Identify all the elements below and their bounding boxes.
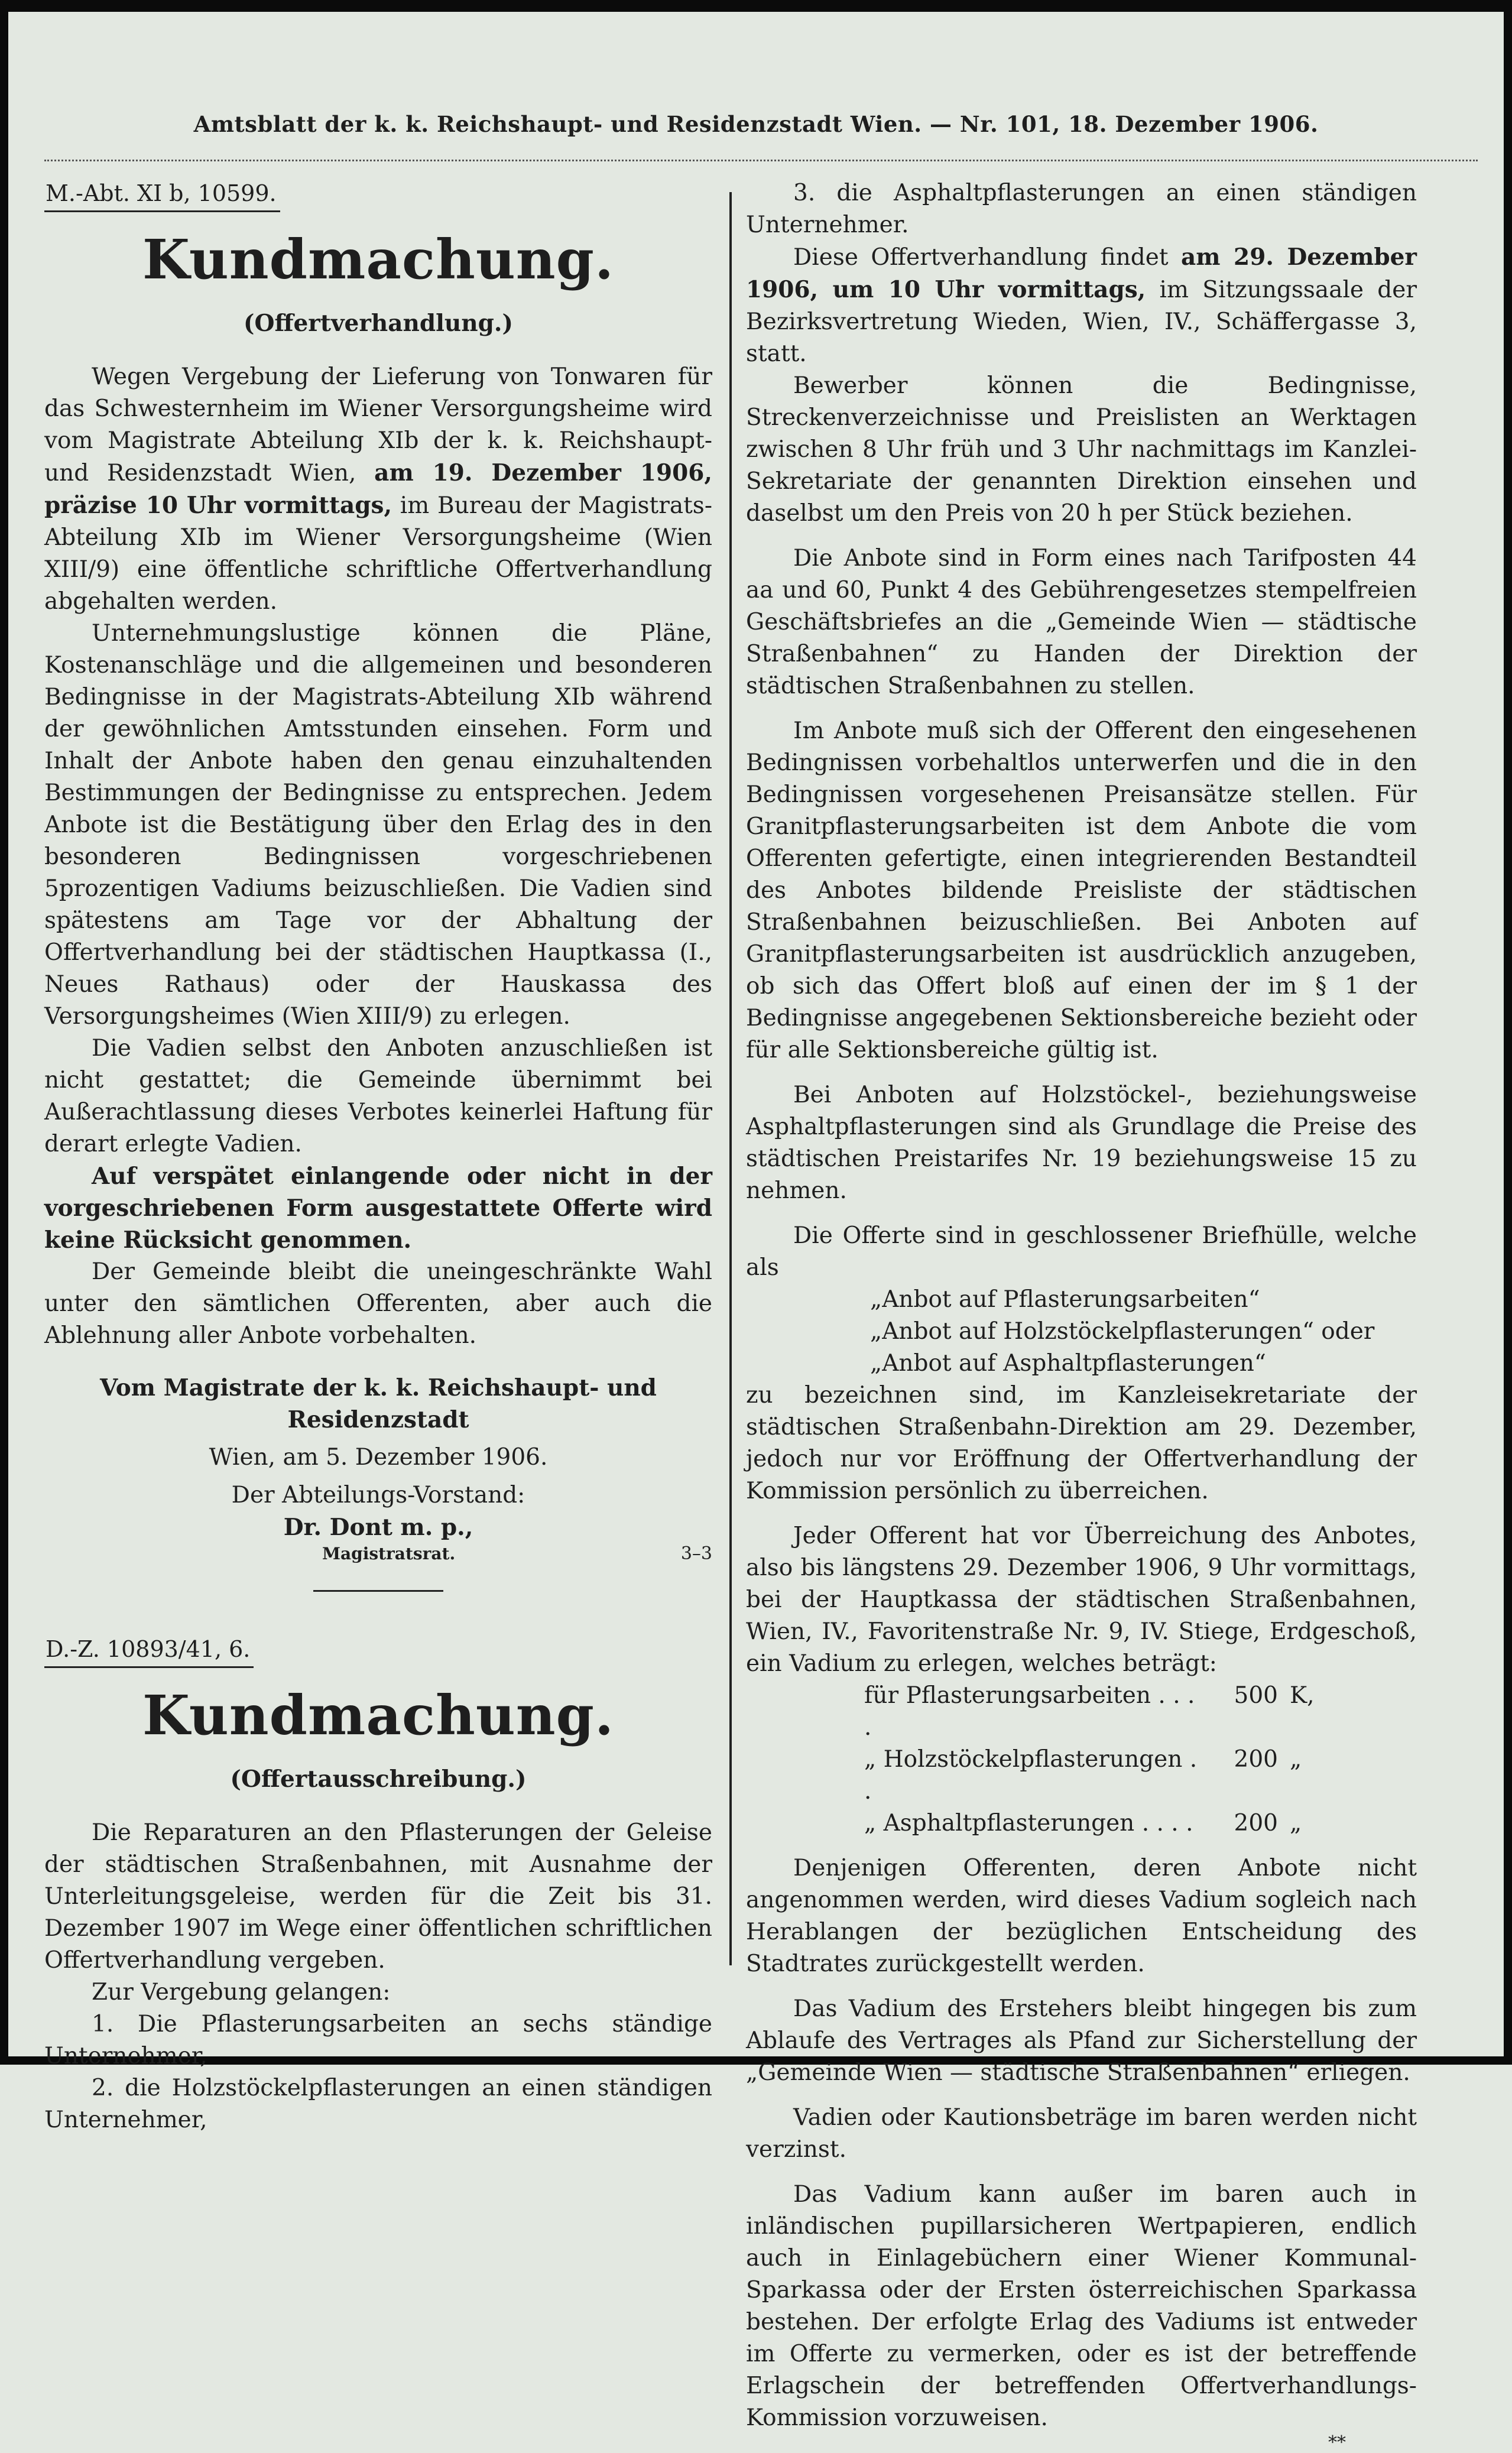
notice-2-item-1: 1. Die Pflasterungsarbeiten an sechs ständige Unternehmer, xyxy=(44,2011,712,2069)
notice-2-title: Kundmachung. xyxy=(142,1683,615,1747)
pledge-paragraph: Das Vadium des Erstehers bleibt hingegen bis zum Ablaufe des Vertrages als Pfand zur Sicherstellung der „Gemeinde Wien — städtische Straßenbahnen“ erliegen. xyxy=(746,1996,1417,2086)
notice-2-paragraph-2: Zur Vergebung gelangen: xyxy=(92,1979,391,2006)
notice-2-reference: D.-Z. 10893/41, 6. xyxy=(44,1633,254,1668)
notice-2-item-2: 2. die Holzstöckelpflasterungen an einen ständigen Unternehmer, xyxy=(44,2075,712,2133)
notice-1-p1-rest: im Bureau der Magistrats-Abteilung XIb im Wiener Versorgungsheime (Wien XIII/9) eine öffentliche schriftliche Offertverhandlung abgehalten werden. xyxy=(44,492,712,615)
envelope-label-1: „Anbot auf Pflasterungsarbeiten“ xyxy=(870,1286,1260,1313)
notice-1-place-date: Wien, am 5. Dezember 1906. xyxy=(209,1444,548,1471)
amount-label: „ Asphaltpflasterungen . . . . xyxy=(864,1810,1193,1836)
left-column xyxy=(44,177,712,2136)
amount-row xyxy=(746,1808,1417,1839)
column-divider xyxy=(729,192,732,1965)
notice-1-paragraph-2: Unternehmungslustige können die Pläne, Kostenanschläge und die allgemeinen und besonderen Bedingnisse in der Magistrats-Abteilung XIb während der gewöhnlichen Amtsstunden einsehen. Form und Inhalt der Anbote haben den genau einzuhaltenden Bestimmungen der Bedingnisse zu entsprechen. Jedem Anbote ist die Bestätigung über den Erlag des in den besonderen Bedingnissen vorgeschriebenen 5prozentigen Vadiums beizuschließen. Die Vadien sind spätestens am Tage vor der Abhaltung der Offertverhandlung bei der städtischen Hauptkassa (I., Neues Rathaus) oder der Hauskassa des Versorgungsheimes (Wien XIII/9) zu erlegen. xyxy=(44,620,712,1030)
notice-1-signer-role: Der Abteilungs-Vorstand: xyxy=(231,1482,525,1508)
date-paragraph-date: am 29. Dezember 1906, um 10 Uhr vormittags, xyxy=(746,244,1417,303)
notice-1-subtitle: (Offertverhandlung.) xyxy=(244,310,513,337)
notice-2-date-paragraph xyxy=(746,241,1417,370)
notice-1-reference: M.-Abt. XI b, 10599. xyxy=(44,177,280,212)
notice-1-signer-name: Dr. Dont m. p., xyxy=(283,1514,473,1541)
notice-1-paragraph-1 xyxy=(44,361,712,618)
notice-2 xyxy=(44,1633,712,2136)
interest-paragraph: Vadien oder Kautionsbeträge im baren werden nicht verzinst. xyxy=(746,2104,1417,2163)
date-paragraph-location: im Sitzungssaale der Bezirksvertretung Wieden, Wien, IV., Schäffergasse 3, statt. xyxy=(746,277,1417,367)
notice-1 xyxy=(44,177,712,1592)
amount-label: für Pflasterungsarbeiten . . . . xyxy=(864,1682,1195,1741)
refund-paragraph: Denjenigen Offerenten, deren Anbote nicht angenommen werden, wird dieses Vadium sogleich nach Herablangen der bezüglichen Entscheidung des Stadtrates zurückgestellt werden. xyxy=(746,1855,1417,1977)
bidders-paragraph: Bewerber können die Bedingnisse, Streckenverzeichnisse und Preislisten an Werktagen zwischen 8 Uhr früh und 3 Uhr nachmittags im Kanzlei-Sekretariate der genannten Direktion einsehen und daselbst um den Preis von 20 h per Stück beziehen. xyxy=(746,372,1417,527)
notice-2-subtitle: (Offertausschreibung.) xyxy=(230,1766,527,1793)
envelope-label-3: „Anbot auf Asphaltpflasterungen“ xyxy=(870,1350,1266,1377)
section-separator xyxy=(313,1590,443,1592)
envelope-paragraph: Die Offerte sind in geschlossener Briefhülle, welche als xyxy=(746,1222,1417,1281)
date-paragraph-intro: Diese Offertverhandlung findet xyxy=(793,244,1169,271)
deposit-amounts xyxy=(746,1680,1417,1839)
header-rule xyxy=(44,151,1478,161)
notice-1-paragraph-3: Die Vadien selbst den Anboten anzuschließen ist nicht gestattet; die Gemeinde übernimmt bei Außerachtlassung dieses Verbotes keinerlei Haftung für derart erlegte Vadien. xyxy=(44,1035,712,1157)
amount-value: 200 xyxy=(1234,1810,1278,1836)
end-mark: ** xyxy=(1328,2432,1346,2453)
submission-paragraph: zu bezeichnen sind, im Kanzleisekretariate der städtischen Straßenbahn-Direktion am 29. Dezember, jedoch nur vor Eröffnung der Offertverhandlung der Kommission persönlich zu überreichen. xyxy=(746,1382,1417,1504)
envelope-label-2: „Anbot auf Holzstöckelpflasterungen“ oder xyxy=(870,1318,1375,1345)
amount-unit: „ xyxy=(1290,1746,1302,1773)
notice-1-paragraph-5: Der Gemeinde bleibt die uneingeschränkte Wahl unter den sämtlichen Offerenten, aber auch die Ablehnung aller Anbote vorbehalten. xyxy=(44,1258,712,1349)
amount-row xyxy=(746,1680,1417,1744)
amount-label: „ Holzstöckelpflasterungen . . xyxy=(864,1746,1198,1805)
notice-2-item-3: 3. die Asphaltpflasterungen an einen ständigen Unternehmer. xyxy=(746,180,1417,238)
tariff-paragraph: Bei Anboten auf Holzstöckel-, beziehungsweise Asphaltpflasterungen sind als Grundlage die Preise des städtischen Preistarifes Nr. 19 beziehungsweise 15 zu nehmen. xyxy=(746,1082,1417,1204)
notice-1-p1-date: am 19. Dezember 1906, präzise 10 Uhr vormittags, xyxy=(44,459,712,519)
offer-form-paragraph: Die Anbote sind in Form eines nach Tarifposten 44 aa und 60, Punkt 4 des Gebührengesetzes stempelfreien Geschäftsbriefes an die „Gemeinde Wien — städtische Straßenbahnen“ zu Handen der Direktion der städtischen Straßenbahnen zu stellen. xyxy=(746,545,1417,699)
amount-unit: „ xyxy=(1290,1810,1302,1836)
notice-1-signoff: Vom Magistrate der k. k. Reichshaupt- und Residenzstadt xyxy=(100,1374,657,1433)
securities-paragraph: Das Vadium kann außer im baren auch in inländischen pupillarsicheren Wertpapieren, endlich auch in Einlagebüchern einer Wiener Kommunal-Sparkassa oder der Ersten österreichischen Sparkassa bestehen. Der erfolgte Erlag des Vadiums ist entweder im Offerte zu vermerken, oder es ist der betreffende Erlagschein der betreffenden Offertverhandlungs-Kommission vorzuweisen. xyxy=(746,2181,1417,2431)
notice-1-signer-title: Magistratsrat. xyxy=(322,1544,456,1563)
notice-1-p1-text: Wegen Vergebung der Lieferung von Tonwaren für das Schwesternheim im Wiener Versorgungsheime wird vom Magistrate Abteilung XIb der k. k. Reichshaupt- und Residenzstadt Wien, xyxy=(44,364,712,486)
amount-unit: K, xyxy=(1290,1682,1315,1709)
amount-value: 500 xyxy=(1234,1682,1278,1709)
deposit-paragraph: Jeder Offerent hat vor Überreichung des Anbotes, also bis längstens 29. Dezember 1906, 9 Uhr vormittags, bei der Hauptkassa der städtischen Straßenbahnen, Wien, IV., Favoritenstraße Nr. 9, IV. Stiege, Erdgeschoß, ein Vadium zu erlegen, welches beträgt: xyxy=(746,1523,1417,1677)
notice-1-title: Kundmachung. xyxy=(142,228,615,291)
notice-1-paragraph-4: Auf verspätet einlangende oder nicht in der vorgeschriebenen Form ausgestattete Offerte wird keine Rücksicht genommen. xyxy=(44,1163,712,1254)
conditions-paragraph: Im Anbote muß sich der Offerent den eingesehenen Bedingnissen vorbehaltlos unterwerfen und die in den Bedingnissen vorgesehenen Preisansätze stellen. Für Granitpflasterungsarbeiten ist dem Anbote die vom Offerenten gefertigte, einen integrierenden Bestandteil des Anbotes bildende Preisliste der städtischen Straßenbahnen beizuschließen. Bei Anboten auf Granitpflasterungsarbeiten ist ausdrücklich anzugeben, ob sich das Offert bloß auf einen der im § 1 der Bedingnisse angegebenen Sektionsbereiche bezieht oder für alle Sektionsbereiche gültig ist. xyxy=(746,718,1417,1063)
notice-2-paragraph-1: Die Reparaturen an den Pflasterungen der Geleise der städtischen Straßenbahnen, mit Ausnahme der Unterleitungsgeleise, werden für die Zeit bis 31. Dezember 1907 im Wege einer öffentlichen schriftlichen Offertverhandlung vergeben. xyxy=(44,1819,712,1974)
amount-row xyxy=(746,1744,1417,1808)
right-column xyxy=(746,177,1417,2452)
amount-value: 200 xyxy=(1234,1746,1278,1773)
gazette-header: Amtsblatt der k. k. Reichshaupt- und Residenzstadt Wien. — Nr. 101, 18. Dezember 1906. xyxy=(193,111,1319,137)
notice-1-count: 3–3 xyxy=(680,1543,712,1564)
